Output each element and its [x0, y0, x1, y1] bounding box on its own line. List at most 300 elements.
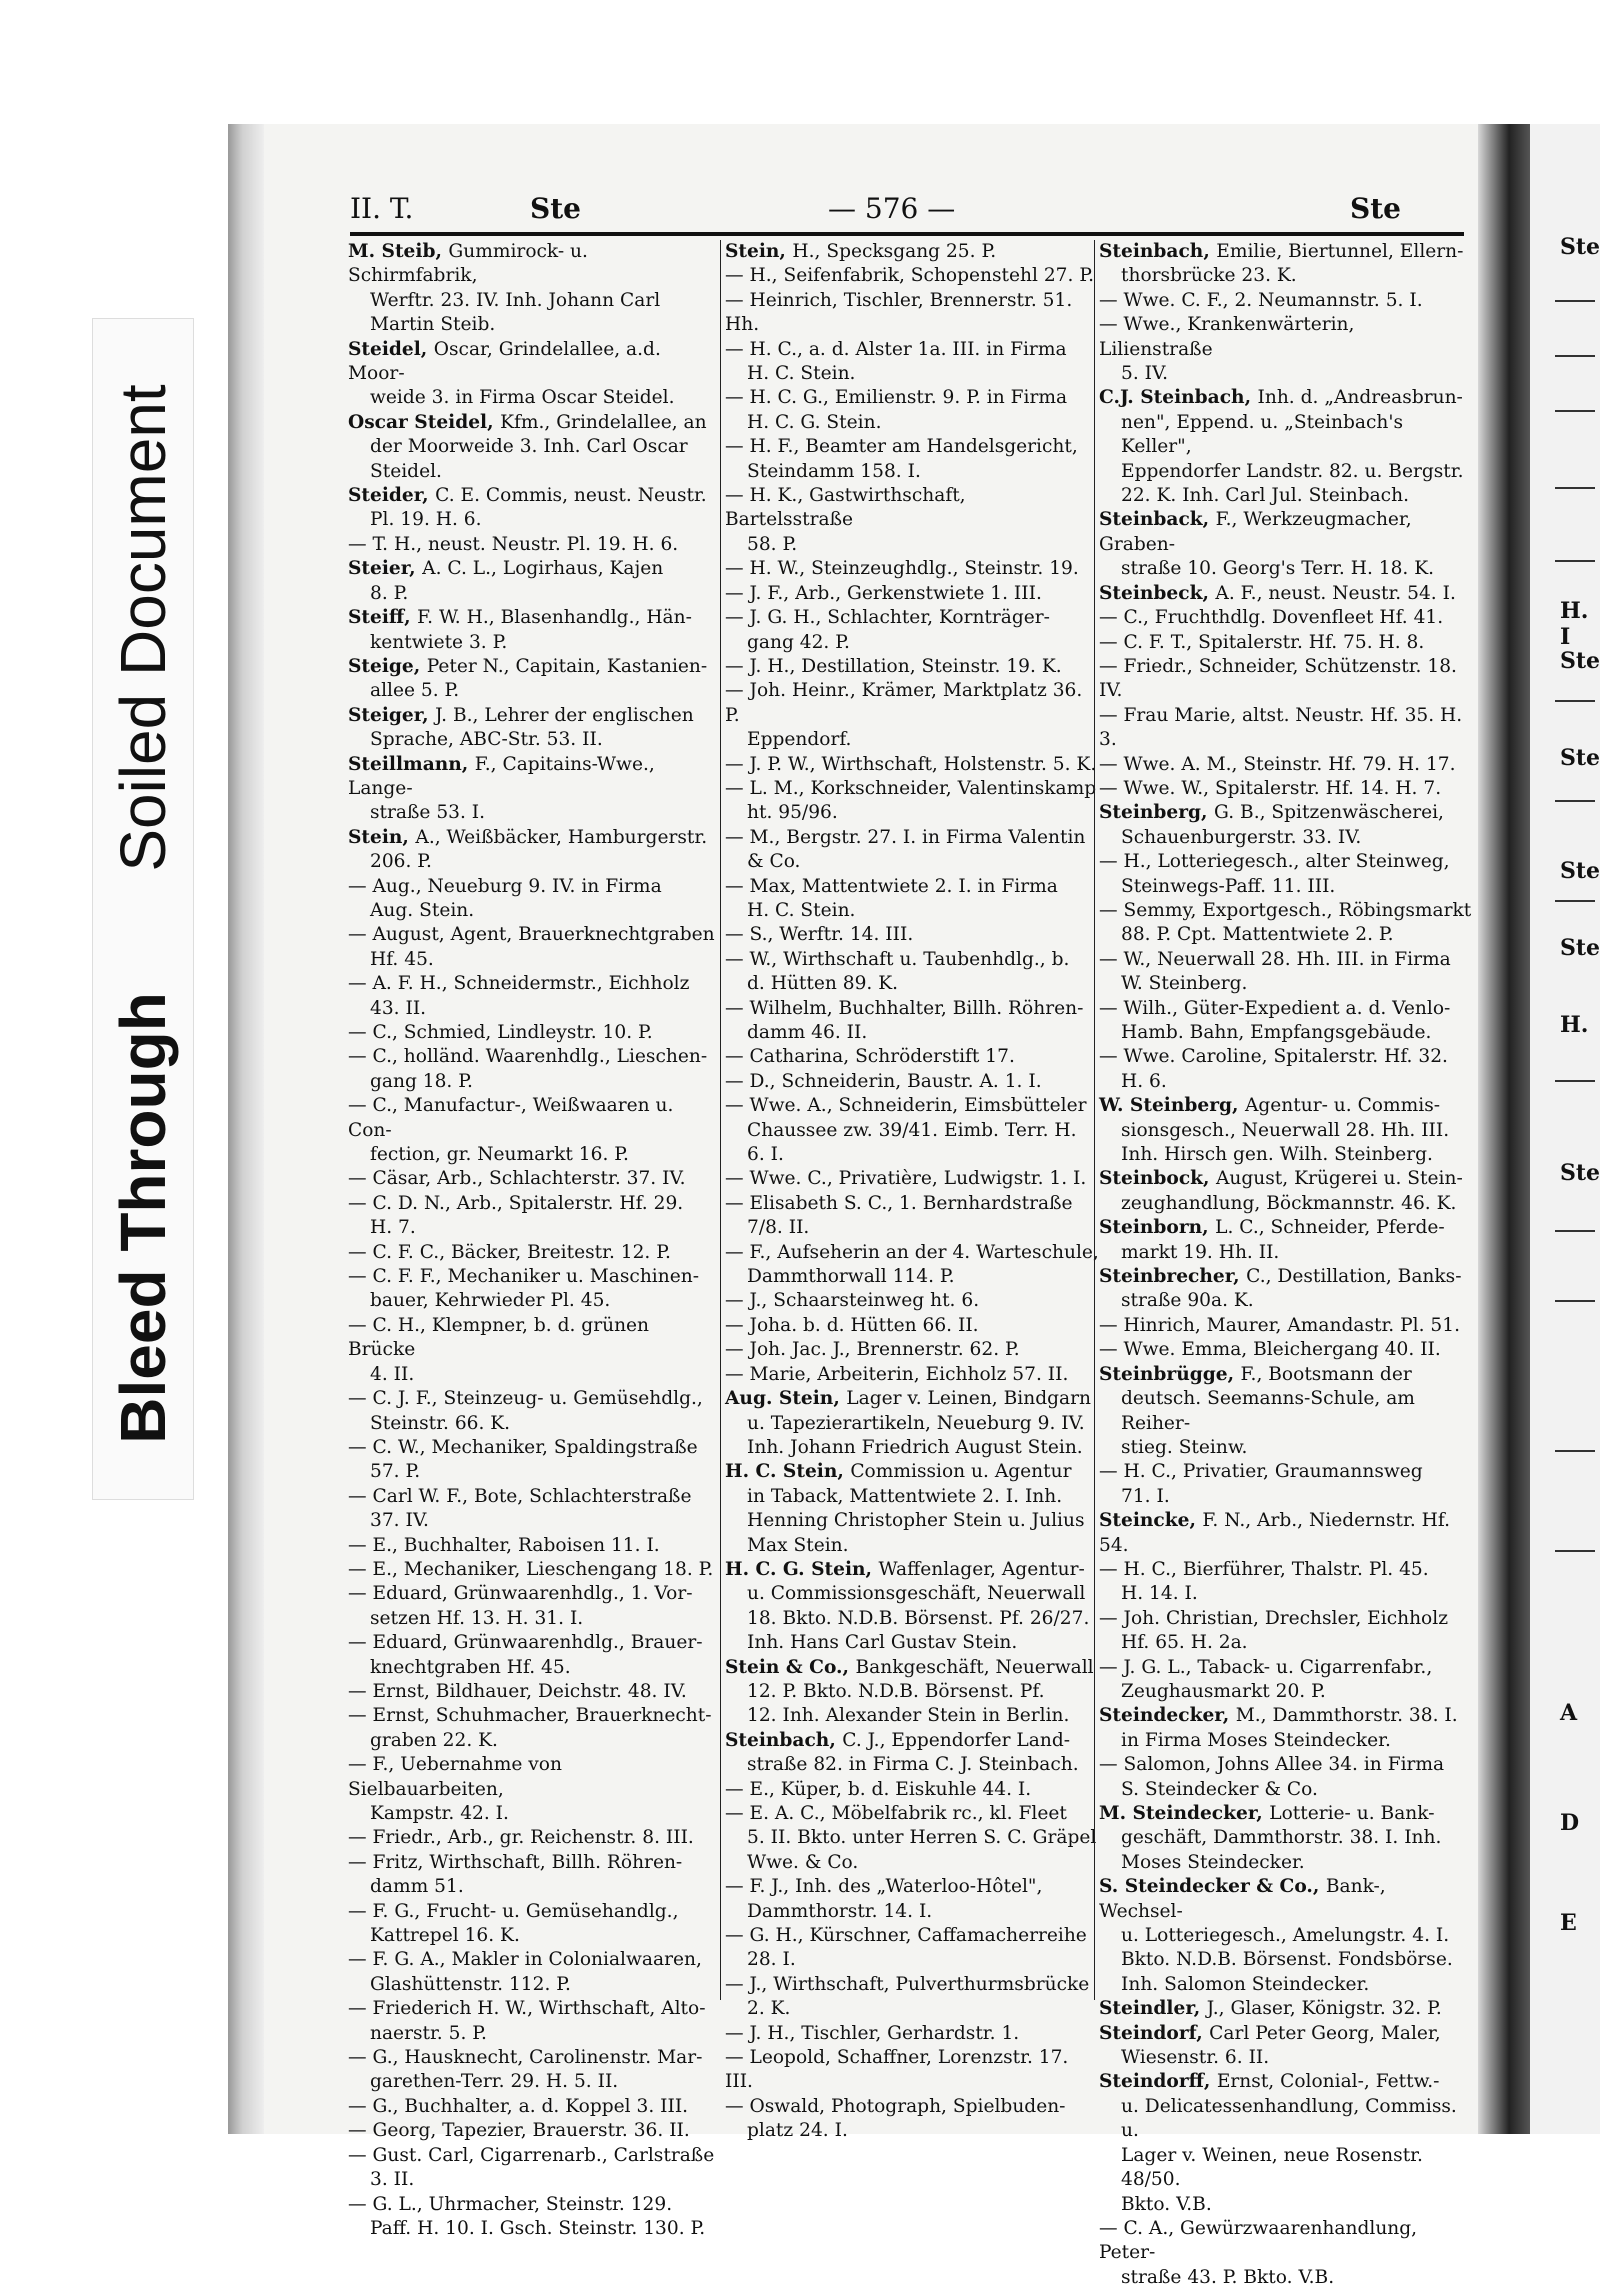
directory-entry	[1099, 631, 1473, 655]
directory-entry	[348, 533, 722, 557]
entry-line: Max Stein.	[747, 1534, 849, 1556]
directory-entry	[725, 1875, 1099, 1924]
directory-entry	[725, 1973, 1099, 2022]
entry-line: Steiff, F. W. H., Blasenhandlg., Hän-	[348, 607, 692, 629]
entry-line: — Wwe. Emma, Bleichergang 40. II.	[1099, 1339, 1441, 1361]
entry-line: — J. G. L., Taback- u. Cigarrenfabr.,	[1099, 1656, 1433, 1678]
entry-line: Aug. Stein.	[370, 899, 475, 921]
entry-line: — Hinrich, Maurer, Amandastr. Pl. 51.	[1099, 1314, 1460, 1336]
entry-line: Inh. Johann Friedrich August Stein.	[747, 1436, 1083, 1458]
entry-line: — Joha. b. d. Hütten 66. II.	[725, 1314, 979, 1336]
entry-line: allee 5. P.	[370, 680, 460, 702]
entry-name: H. C. G. Stein,	[725, 1558, 879, 1580]
directory-entry	[1099, 1460, 1473, 1509]
directory-entry	[725, 777, 1099, 826]
entry-name: Steinbeck,	[1099, 582, 1216, 604]
directory-entry	[1099, 1997, 1473, 2021]
directory-entry	[1099, 1509, 1473, 1558]
right-running-head: Ste	[1350, 191, 1401, 225]
directory-entry	[348, 2144, 722, 2193]
directory-entry	[348, 2119, 722, 2143]
entry-line: Stein, A., Weißbäcker, Hamburgerstr.	[348, 826, 708, 848]
entry-line: straße 53. I.	[370, 802, 486, 824]
directory-entry	[348, 1485, 722, 1534]
entry-line: H. 14. I.	[1121, 1583, 1198, 1605]
entry-line: — C. F. T., Spitalerstr. Hf. 75. H. 8.	[1099, 631, 1425, 653]
entry-line: — Aug., Neueburg 9. IV. in Firma	[348, 875, 662, 897]
entry-line: 71. I.	[1121, 1485, 1170, 1507]
entry-line: — H. K., Gastwirthschaft, Bartelsstraße	[725, 485, 966, 531]
entry-line: — T. H., neust. Neustr. Pl. 19. H. 6.	[348, 533, 679, 555]
directory-entry	[1099, 899, 1473, 948]
entry-line: — J., Wirthschaft, Pulverthurmsbrücke	[725, 1973, 1090, 1995]
entry-line: S. Steindecker & Co., Bank-, Wechsel-	[1099, 1876, 1386, 1922]
directory-entry	[1099, 1875, 1473, 1997]
directory-entry	[348, 1900, 722, 1949]
entry-line: — C. F. C., Bäcker, Breitestr. 12. P.	[348, 1241, 671, 1263]
entry-line: 22. K. Inh. Carl Jul. Steinbach.	[1121, 485, 1409, 507]
entry-line: bauer, Kehrwieder Pl. 45.	[370, 1290, 611, 1312]
directory-entry	[348, 1948, 722, 1997]
entry-name: Steinberg,	[1099, 802, 1215, 824]
entry-line: M. Steindecker, Lotterie- u. Bank-	[1099, 1803, 1435, 1824]
entry-line: Steinborn, L. C., Schneider, Pferde-	[1099, 1217, 1445, 1239]
entry-name: Steillmann,	[348, 753, 475, 775]
directory-entry	[1099, 240, 1473, 289]
directory-entry	[1099, 1314, 1473, 1338]
directory-entry	[1099, 997, 1473, 1046]
directory-entry	[725, 557, 1099, 581]
entry-line: — Carl W. F., Bote, Schlachterstraße	[348, 1485, 692, 1507]
stamp-bleed-through: Bleed Through	[107, 992, 179, 1444]
entry-line: Kampstr. 42. I.	[370, 1803, 509, 1824]
entry-line: 4. II.	[370, 1363, 415, 1385]
entry-line: Steider, C. E. Commis, neust. Neustr.	[348, 485, 707, 507]
entry-line: — H. C., a. d. Alster 1a. III. in Firma	[725, 338, 1067, 360]
entry-line: 88. P. Cpt. Mattentwiete 2. P.	[1121, 924, 1394, 946]
entry-line: — H., Lotteriegesch., alter Steinweg,	[1099, 851, 1450, 873]
next-page-dash	[1555, 1300, 1595, 1302]
entry-name: Steinbach,	[1099, 241, 1217, 262]
directory-entry	[348, 1704, 722, 1753]
directory-entry	[348, 1851, 722, 1900]
entry-line: — Wwe. A. M., Steinstr. Hf. 79. H. 17.	[1099, 753, 1456, 775]
entry-line: 206. P.	[370, 851, 432, 873]
entry-line: H. 6.	[1121, 1070, 1167, 1092]
directory-entry	[348, 1582, 722, 1631]
next-page-fragment: A	[1560, 1700, 1578, 1726]
entry-line: 2. K.	[747, 1998, 791, 2020]
entry-line: Kattrepel 16. K.	[370, 1925, 520, 1947]
entry-line: H. C. G. Stein, Waffenlager, Agentur-	[725, 1558, 1085, 1580]
entry-line: Paff. H. 10. I. Gsch. Steinstr. 130. P.	[370, 2217, 706, 2239]
entry-line: H. C. Stein, Commission u. Agentur	[725, 1461, 1072, 1483]
entry-line: Steidel.	[370, 460, 442, 482]
entry-line: Stein, H., Specksgang 25. P.	[725, 241, 997, 262]
entry-line: — Friedr., Schneider, Schützenstr. 18. IV.	[1099, 655, 1457, 702]
entry-line: — C. W., Mechaniker, Spaldingstraße	[348, 1436, 698, 1458]
directory-entry	[1099, 289, 1473, 313]
entry-line: Bkto. N.D.B. Börsenst. Fondsbörse.	[1121, 1949, 1453, 1971]
directory-entry	[348, 606, 722, 655]
entry-name: Steinbach,	[725, 1729, 843, 1751]
entry-name: Steider,	[348, 485, 436, 507]
entry-line: — J. P. W., Wirthschaft, Holstenstr. 5. K.	[725, 753, 1097, 775]
entry-line: — August, Agent, Brauerknechtgraben	[348, 924, 715, 946]
entry-line: — Wwe. Caroline, Spitalerstr. Hf. 32.	[1099, 1046, 1448, 1068]
entry-name: Steincke,	[1099, 1510, 1203, 1532]
entry-line: — Salomon, Johns Allee 34. in Firma	[1099, 1754, 1445, 1776]
entry-line: 8. P.	[370, 582, 409, 604]
next-page-fragment: H.	[1560, 1012, 1589, 1038]
directory-entry	[348, 1265, 722, 1314]
entry-line: Stein & Co., Bankgeschäft, Neuerwall	[725, 1656, 1094, 1678]
entry-line: — Eduard, Grünwaarenhdlg., Brauer-	[348, 1632, 703, 1654]
entry-line: — Frau Marie, altst. Neustr. Hf. 35. H. 3.	[1099, 704, 1463, 751]
directory-entry	[725, 1338, 1099, 1362]
entry-line: kentwiete 3. P.	[370, 631, 508, 653]
directory-entry	[348, 240, 722, 338]
entry-line: Glashüttenstr. 112. P.	[370, 1973, 571, 1995]
directory-entry	[1099, 2022, 1473, 2071]
directory-entry	[348, 972, 722, 1021]
entry-line: Dammthorwall 114. P.	[747, 1266, 955, 1288]
directory-entry	[1099, 1558, 1473, 1607]
entry-line: Hamb. Bahn, Empfangsgebäude.	[1121, 1022, 1432, 1043]
entry-line: — F., Uebernahme von Sielbauarbeiten,	[348, 1754, 562, 1800]
entry-line: Hf. 45.	[370, 948, 434, 970]
entry-line: C.J. Steinbach, Inh. d. „Andreasbrun-	[1099, 387, 1463, 409]
directory-entry	[725, 923, 1099, 947]
entry-line: u. Commissionsgeschäft, Neuerwall	[747, 1583, 1086, 1605]
directory-entry	[1099, 1167, 1473, 1216]
entry-line: — C., Manufactur-, Weißwaaren u. Con-	[348, 1095, 674, 1141]
entry-line: H. C. G. Stein.	[747, 411, 882, 433]
entry-line: W. Steinberg, Agentur- u. Commis-	[1099, 1095, 1441, 1117]
entry-name: M. Steib,	[348, 241, 449, 262]
directory-entry	[725, 1070, 1099, 1094]
directory-entry	[1099, 2217, 1473, 2290]
directory-entry	[348, 1997, 722, 2046]
entry-line: Steier, A. C. L., Logirhaus, Kajen	[348, 558, 664, 580]
entry-name: M. Steindecker,	[1099, 1803, 1270, 1824]
entry-line: ht. 95/96.	[747, 802, 838, 824]
entry-line: Steincke, F. N., Arb., Niedernstr. Hf. 54.	[1099, 1510, 1451, 1556]
directory-entry	[348, 826, 722, 875]
entry-line: — Wwe. W., Spitalerstr. Hf. 14. H. 7.	[1099, 777, 1442, 799]
entry-line: straße 43. P. Bkto. V.B.	[1121, 2266, 1335, 2288]
entry-line: — F., Aufseherin an der 4. Warteschule,	[725, 1241, 1099, 1263]
directory-entry	[725, 997, 1099, 1046]
entry-line: Steinbach, C. J., Eppendorfer Land-	[725, 1729, 1071, 1751]
directory-entry	[725, 338, 1099, 387]
directory-entry	[348, 1192, 722, 1241]
entry-line: — Max, Mattentwiete 2. I. in Firma	[725, 875, 1058, 897]
entry-line: Steiger, J. B., Lehrer der englischen	[348, 704, 694, 726]
entry-line: — Friederich H. W., Wirthschaft, Alto-	[348, 1998, 706, 2020]
entry-line: Steindorf, Carl Peter Georg, Maler,	[1099, 2022, 1441, 2044]
entry-line: Steidel, Oscar, Grindelallee, a.d. Moor-	[348, 338, 661, 385]
directory-entry	[725, 484, 1099, 557]
entry-line: Pl. 19. H. 6.	[370, 509, 482, 531]
entry-line: weide 3. in Firma Oscar Steidel.	[370, 387, 675, 409]
entry-line: naerstr. 5. P.	[370, 2022, 487, 2044]
entry-line: Steige, Peter N., Capitain, Kastanien-	[348, 655, 708, 677]
entry-line: — Wwe. C. F., 2. Neumannstr. 5. I.	[1099, 289, 1423, 311]
directory-entry	[348, 753, 722, 826]
entry-line: 18. Bkto. N.D.B. Börsenst. Pf. 26/27.	[747, 1607, 1090, 1629]
entry-line: — Fritz, Wirthschaft, Billh. Röhren-	[348, 1851, 683, 1873]
entry-line: Aug. Stein, Lager v. Leinen, Bindgarn	[725, 1388, 1091, 1410]
entry-line: — Ernst, Schuhmacher, Brauerknecht-	[348, 1705, 712, 1727]
entry-name: Steinbrecher,	[1099, 1266, 1247, 1288]
directory-entry	[348, 1558, 722, 1582]
directory-entry	[348, 1753, 722, 1826]
entry-line: setzen Hf. 13. H. 31. I.	[370, 1607, 584, 1629]
entry-line: Martin Steib.	[370, 314, 496, 336]
entry-line: — Wilh., Güter-Expedient a. d. Venlo-	[1099, 997, 1451, 1019]
directory-entry	[725, 1924, 1099, 1973]
entry-line: — Wwe. A., Schneiderin, Eimsbütteler	[725, 1095, 1087, 1117]
entry-name: Steier,	[348, 558, 423, 580]
entry-line: — M., Bergstr. 27. I. in Firma Valentin	[725, 826, 1086, 848]
entry-line: — C. J. F., Steinzeug- u. Gemüsehdlg.,	[348, 1388, 703, 1410]
entry-name: Steiff,	[348, 607, 418, 629]
directory-entry	[725, 875, 1099, 924]
entry-name: Oscar Steidel,	[348, 411, 501, 433]
entry-line: — J. H., Tischler, Gerhardstr. 1.	[725, 2022, 1020, 2044]
directory-entry	[725, 2046, 1099, 2095]
directory-entry	[725, 386, 1099, 435]
directory-entry	[725, 1314, 1099, 1338]
entry-line: & Co.	[747, 851, 801, 873]
next-page-dash	[1555, 487, 1595, 489]
next-page-dash	[1555, 1080, 1595, 1082]
directory-entry	[348, 411, 722, 484]
entry-line: — Joh. Jac. J., Brennerstr. 62. P.	[725, 1339, 1020, 1361]
directory-entry	[348, 338, 722, 411]
directory-entry	[725, 679, 1099, 752]
directory-entry	[348, 1436, 722, 1485]
entry-line: Werftr. 23. IV. Inh. Johann Carl	[370, 289, 661, 311]
entry-line: u. Lotteriegesch., Amelungstr. 4. I.	[1121, 1925, 1450, 1947]
entry-line: — C., Fruchthdlg. Dovenfleet Hf. 41.	[1099, 607, 1444, 629]
entry-line: — J. G. H., Schlachter, Kornträger-	[725, 607, 1050, 629]
entry-line: markt 19. Hh. II.	[1121, 1241, 1280, 1263]
entry-line: thorsbrücke 23. K.	[1121, 265, 1297, 287]
entry-line: Wiesenstr. 6. II.	[1121, 2047, 1270, 2069]
directory-entry	[725, 826, 1099, 875]
directory-entry	[725, 1460, 1099, 1558]
directory-entry	[725, 435, 1099, 484]
entry-line: garethen-Terr. 29. H. 5. II.	[370, 2071, 619, 2093]
entry-name: C.J. Steinbach,	[1099, 387, 1258, 409]
directory-entry	[725, 264, 1099, 288]
entry-line: — H. C., Privatier, Graumannsweg	[1099, 1461, 1423, 1483]
directory-entry	[348, 557, 722, 606]
entry-line: gang 18. P.	[370, 1070, 473, 1092]
directory-entry	[1099, 704, 1473, 753]
directory-entry	[348, 1680, 722, 1704]
directory-entry	[1099, 1338, 1473, 1362]
entry-line: Dammthorstr. 14. I.	[747, 1900, 933, 1922]
entry-line: — Wwe. C., Privatière, Ludwigstr. 1. I.	[725, 1168, 1087, 1190]
entry-line: nen", Eppend. u. „Steinbach's Keller",	[1121, 411, 1404, 458]
next-page-fragment: Ste	[1560, 935, 1600, 961]
entry-line: u. Tapezierartikeln, Neueburg 9. IV.	[747, 1412, 1085, 1434]
entry-line: — Wwe., Krankenwärterin, Lilienstraße	[1099, 314, 1355, 360]
directory-entry	[1099, 313, 1473, 386]
entry-line: Inh. Salomon Steindecker.	[1121, 1973, 1370, 1995]
directory-entry	[725, 606, 1099, 655]
directory-entry	[348, 655, 722, 704]
entry-line: — G., Hausknecht, Carolinenstr. Mar-	[348, 2047, 703, 2069]
entry-line: — D., Schneiderin, Baustr. A. 1. I.	[725, 1070, 1042, 1092]
entry-name: W. Steinberg,	[1099, 1095, 1245, 1117]
entry-line: — Georg, Tapezier, Brauerstr. 36. II.	[348, 2120, 690, 2142]
page-gutter	[1478, 124, 1530, 2134]
entry-line: gang 42. P.	[747, 631, 850, 653]
next-page-fragment: Ste	[1560, 745, 1600, 771]
entry-line: Zeughausmarkt 20. P.	[1121, 1680, 1326, 1702]
entry-name: H. C. Stein,	[725, 1461, 851, 1483]
directory-entry	[348, 875, 722, 924]
directory-entry	[348, 1021, 722, 1045]
directory-entry	[725, 753, 1099, 777]
directory-entry	[1099, 1656, 1473, 1705]
entry-line: — C., holländ. Waarenhdlg., Lieschen-	[348, 1046, 708, 1068]
entry-line: in Firma Moses Steindecker.	[1121, 1729, 1391, 1751]
section-label: II. T.	[350, 191, 414, 225]
next-page-dash	[1555, 1450, 1595, 1452]
entry-line: Steinwegs-Paff. 11. III.	[1121, 875, 1336, 897]
directory-entry	[348, 1314, 722, 1387]
entry-line: Steinstr. 66. K.	[370, 1412, 511, 1434]
directory-entry	[1099, 1753, 1473, 1802]
entry-line: Bkto. V.B.	[1121, 2193, 1212, 2215]
entry-line: Steinbock, August, Krügerei u. Stein-	[1099, 1168, 1463, 1190]
directory-entry	[348, 2046, 722, 2095]
directory-entry	[1099, 948, 1473, 997]
directory-entry	[725, 582, 1099, 606]
directory-entry	[348, 2095, 722, 2119]
entry-name: Stein,	[348, 826, 416, 848]
next-page-fragment: Ste	[1560, 648, 1600, 674]
entry-line: — Eduard, Grünwaarenhdlg., 1. Vor-	[348, 1583, 693, 1605]
entry-line: — E., Buchhalter, Raboisen 11. I.	[348, 1534, 660, 1556]
next-page-dash	[1555, 410, 1595, 412]
entry-line: Henning Christopher Stein u. Julius	[747, 1510, 1085, 1532]
directory-entry	[725, 1802, 1099, 1875]
entry-line: W. Steinberg.	[1121, 973, 1248, 995]
directory-entry	[1099, 1094, 1473, 1167]
directory-entry	[1099, 1216, 1473, 1265]
next-page-dash	[1555, 300, 1595, 302]
directory-entry	[348, 704, 722, 753]
next-page-dash	[1555, 700, 1595, 702]
entry-line: Steinbrügge, F., Bootsmann der	[1099, 1363, 1412, 1385]
entry-name: Steige,	[348, 655, 427, 677]
entry-line: 37. IV.	[370, 1510, 429, 1532]
entry-line: Steillmann, F., Capitains-Wwe., Lange-	[348, 753, 655, 799]
entry-name: Steinback,	[1099, 509, 1216, 531]
entry-line: — C., Schmied, Lindleystr. 10. P.	[348, 1022, 653, 1043]
directory-entry	[348, 1631, 722, 1680]
entry-line: — H. C. G., Emilienstr. 9. P. in Firma	[725, 387, 1068, 409]
entry-line: platz 24. I.	[747, 2120, 848, 2142]
next-page-dash	[1555, 560, 1595, 562]
entry-line: — F. G., Frucht- u. Gemüsehandlg.,	[348, 1900, 679, 1922]
entry-line: — H. W., Steinzeughdlg., Steinstr. 19.	[725, 558, 1079, 580]
entry-line: Steindorff, Ernst, Colonial-, Fettw.-	[1099, 2071, 1440, 2093]
next-page-dash	[1555, 900, 1595, 902]
directory-entry	[725, 1558, 1099, 1656]
directory-entry	[1099, 606, 1473, 630]
left-running-head: Ste	[530, 191, 581, 225]
directory-entry	[348, 923, 722, 972]
entry-line: Lager v. Weinen, neue Rosenstr. 48/50.	[1121, 2144, 1423, 2191]
entry-line: Steinback, F., Werkzeugmacher, Graben-	[1099, 509, 1412, 555]
entry-name: Aug. Stein,	[725, 1388, 847, 1410]
entry-line: Schauenburgerstr. 33. IV.	[1121, 826, 1362, 848]
entry-line: Inh. Hans Carl Gustav Stein.	[747, 1632, 1018, 1654]
entry-line: 12. P. Bkto. N.D.B. Börsenst. Pf.	[747, 1680, 1045, 1702]
entry-line: Sprache, ABC-Str. 53. II.	[370, 729, 603, 751]
entry-name: Steidel,	[348, 338, 434, 360]
entry-line: knechtgraben Hf. 45.	[370, 1656, 571, 1678]
directory-entry	[725, 1094, 1099, 1167]
entry-line: Chaussee zw. 39/41. Eimb. Terr. H.	[747, 1119, 1077, 1141]
directory-entry	[1099, 777, 1473, 801]
directory-entry	[725, 2095, 1099, 2144]
entry-line: straße 82. in Firma C. J. Steinbach.	[747, 1754, 1079, 1776]
entry-line: — J. F., Arb., Gerkenstwiete 1. III.	[725, 582, 1042, 604]
entry-name: Stein,	[725, 241, 793, 262]
directory-entry	[725, 1656, 1099, 1729]
entry-line: — J., Schaarsteinweg ht. 6.	[725, 1290, 980, 1312]
entry-line: Steinberg, G. B., Spitzenwäscherei,	[1099, 802, 1444, 824]
next-page-dash	[1555, 1230, 1595, 1232]
entry-line: Steindamm 158. I.	[747, 460, 921, 482]
entry-line: — F. G. A., Makler in Colonialwaaren,	[348, 1949, 702, 1971]
directory-entry	[1099, 582, 1473, 606]
directory-entry	[725, 289, 1099, 338]
entry-name: Steindorff,	[1099, 2071, 1217, 2093]
directory-entry	[725, 1045, 1099, 1069]
entry-line: H. 7.	[370, 1217, 416, 1239]
entry-line: — Wilhelm, Buchhalter, Billh. Röhren-	[725, 997, 1084, 1019]
entry-line: — E. A. C., Möbelfabrik rc., kl. Fleet	[725, 1803, 1067, 1824]
entry-line: 3. II.	[370, 2169, 415, 2191]
entry-line: Moses Steindecker.	[1121, 1851, 1305, 1873]
entry-line: stieg. Steinw.	[1121, 1436, 1248, 1458]
stamp-soiled-document: Soiled Document	[107, 384, 179, 872]
directory-entry	[348, 1094, 722, 1167]
entry-line: Eppendorfer Landstr. 82. u. Bergstr.	[1121, 460, 1464, 482]
entry-line: S. Steindecker & Co.	[1121, 1778, 1318, 1800]
directory-entry	[1099, 801, 1473, 850]
entry-line: 7/8. II.	[747, 1217, 810, 1239]
next-page-dash	[1555, 1550, 1595, 1552]
entry-line: 57. P.	[370, 1461, 421, 1483]
entry-line: — Leopold, Schaffner, Lorenzstr. 17. III.	[725, 2047, 1069, 2093]
directory-entry	[725, 240, 1099, 264]
entry-line: — W., Wirthschaft u. Taubenhdlg., b.	[725, 948, 1070, 970]
entry-line: — C. D. N., Arb., Spitalerstr. Hf. 29.	[348, 1192, 684, 1214]
entry-line: — H., Seifenfabrik, Schopenstehl 27. P.	[725, 265, 1094, 287]
entry-name: S. Steindecker & Co.,	[1099, 1876, 1326, 1898]
entry-line: — Joh. Heinr., Krämer, Marktplatz 36. P.	[725, 680, 1083, 726]
